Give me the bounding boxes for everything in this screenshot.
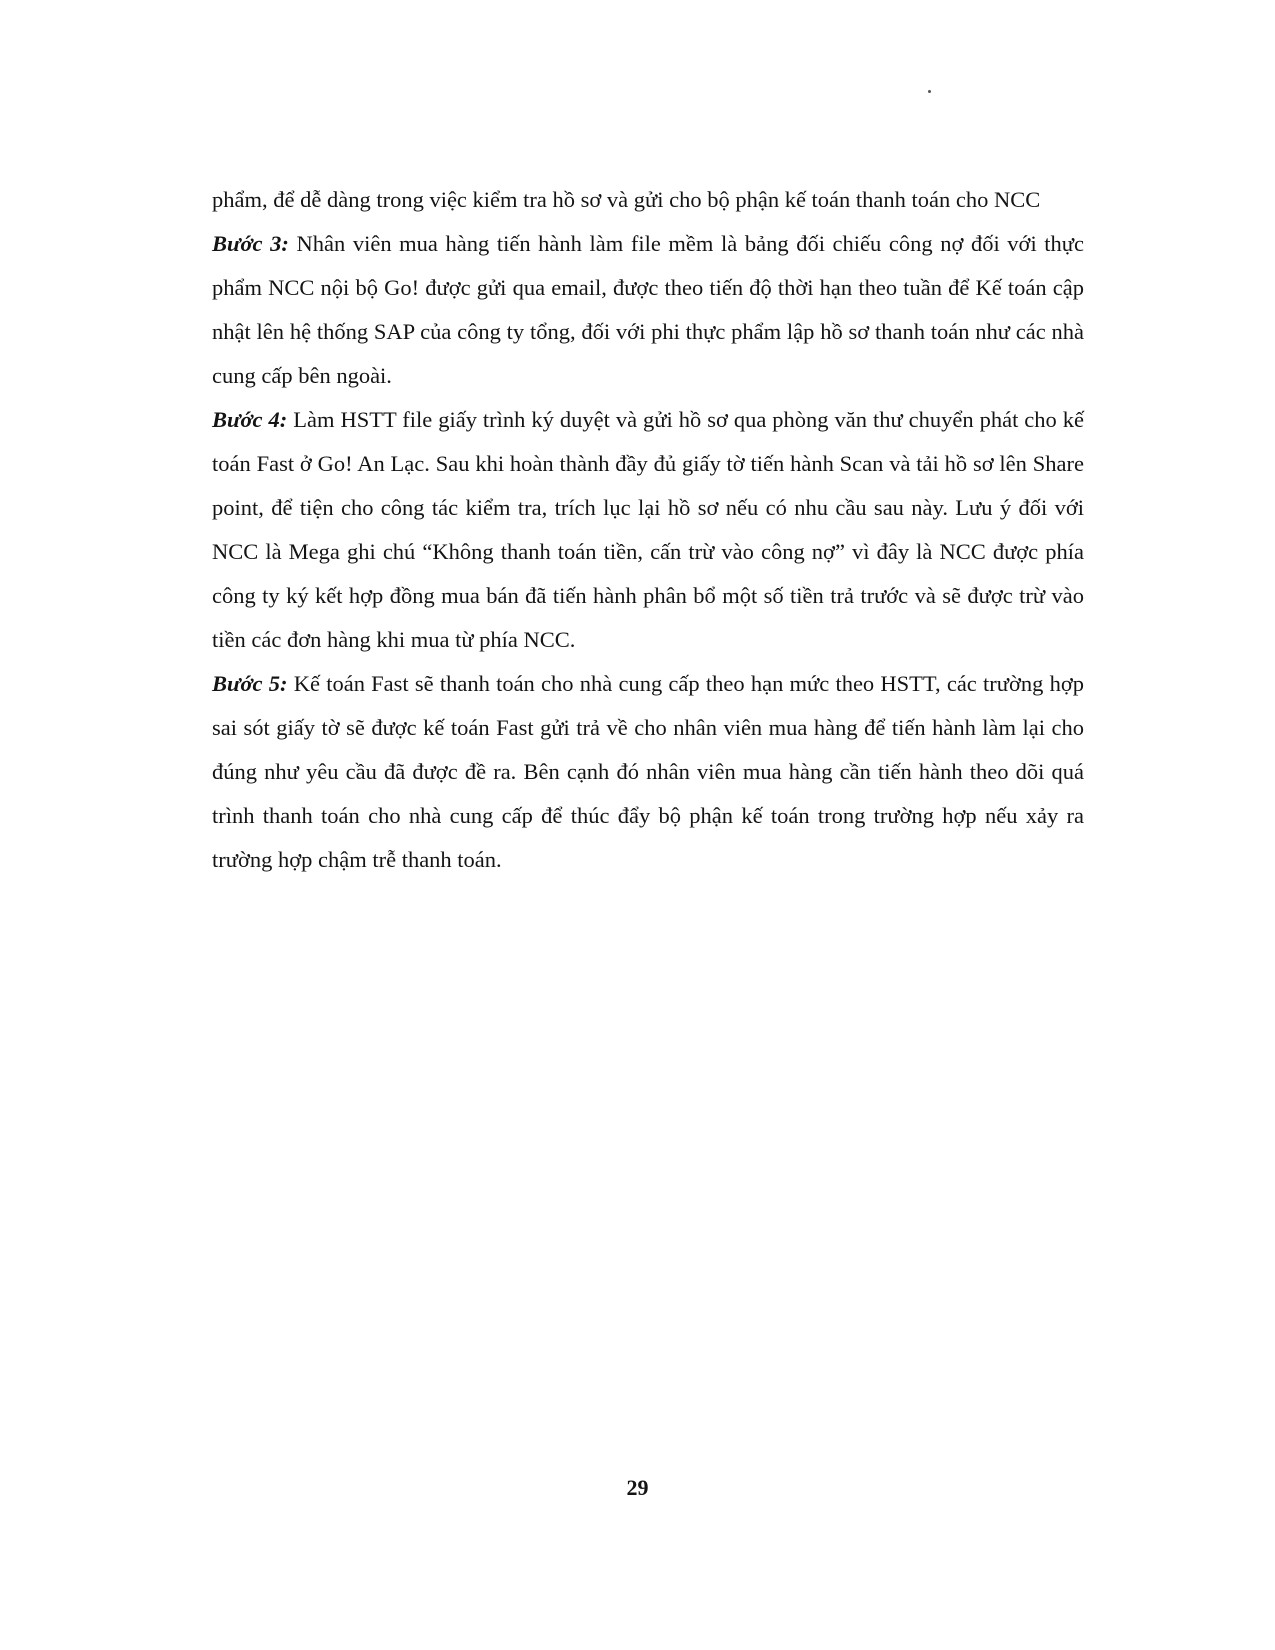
paragraph-text: Nhân viên mua hàng tiến hành làm file mềm là bảng đối chiếu công nợ đối với thực phẩm NCC nội bộ Go! được gửi qua email, được theo tiến độ thời hạn theo tuần để Kế toán cập nhật lên hệ thống SAP của công ty tổng, đối với phi thực phẩm lập hồ sơ thanh toán như các nhà cung cấp bên ngoài. [212, 231, 1084, 388]
step-label: Bước 5: [212, 671, 288, 696]
body-text [212, 178, 1084, 882]
paragraph-text: Kế toán Fast sẽ thanh toán cho nhà cung cấp theo hạn mức theo HSTT, các trường hợp sai sót giấy tờ sẽ được kế toán Fast gửi trả về cho nhân viên mua hàng để tiến hành làm lại cho đúng như yêu cầu đã được đề ra. Bên cạnh đó nhân viên mua hàng cần tiến hành theo dõi quá trình thanh toán cho nhà cung cấp để thúc đẩy bộ phận kế toán trong trường hợp nếu xảy ra trường hợp chậm trễ thanh toán. [212, 671, 1084, 872]
paragraph-text: phẩm, để dễ dàng trong việc kiểm tra hồ sơ và gửi cho bộ phận kế toán thanh toán cho NCC [212, 187, 1041, 212]
scan-artifact-dot [928, 90, 931, 93]
paragraph-step-4 [212, 398, 1084, 662]
step-label: Bước 4: [212, 407, 288, 432]
step-label: Bước 3: [212, 231, 289, 256]
paragraph-step-5 [212, 662, 1084, 882]
paragraph-step-3 [212, 222, 1084, 398]
page-number: 29 [626, 1475, 649, 1500]
paragraph-continuation [212, 178, 1084, 222]
paragraph-text: Làm HSTT file giấy trình ký duyệt và gửi hồ sơ qua phòng văn thư chuyển phát cho kế toán Fast ở Go! An Lạc. Sau khi hoàn thành đầy đủ giấy tờ tiến hành Scan và tải hồ sơ lên Share point, để tiện cho công tác kiểm tra, trích lục lại hồ sơ nếu có nhu cầu sau này. Lưu ý đối với NCC là Mega ghi chú “Không thanh toán tiền, cấn trừ vào công nợ” vì đây là NCC được phía công ty ký kết hợp đồng mua bán đã tiến hành phân bổ một số tiền trả trước và sẽ được trừ vào tiền các đơn hàng khi mua từ phía NCC. [212, 407, 1084, 652]
